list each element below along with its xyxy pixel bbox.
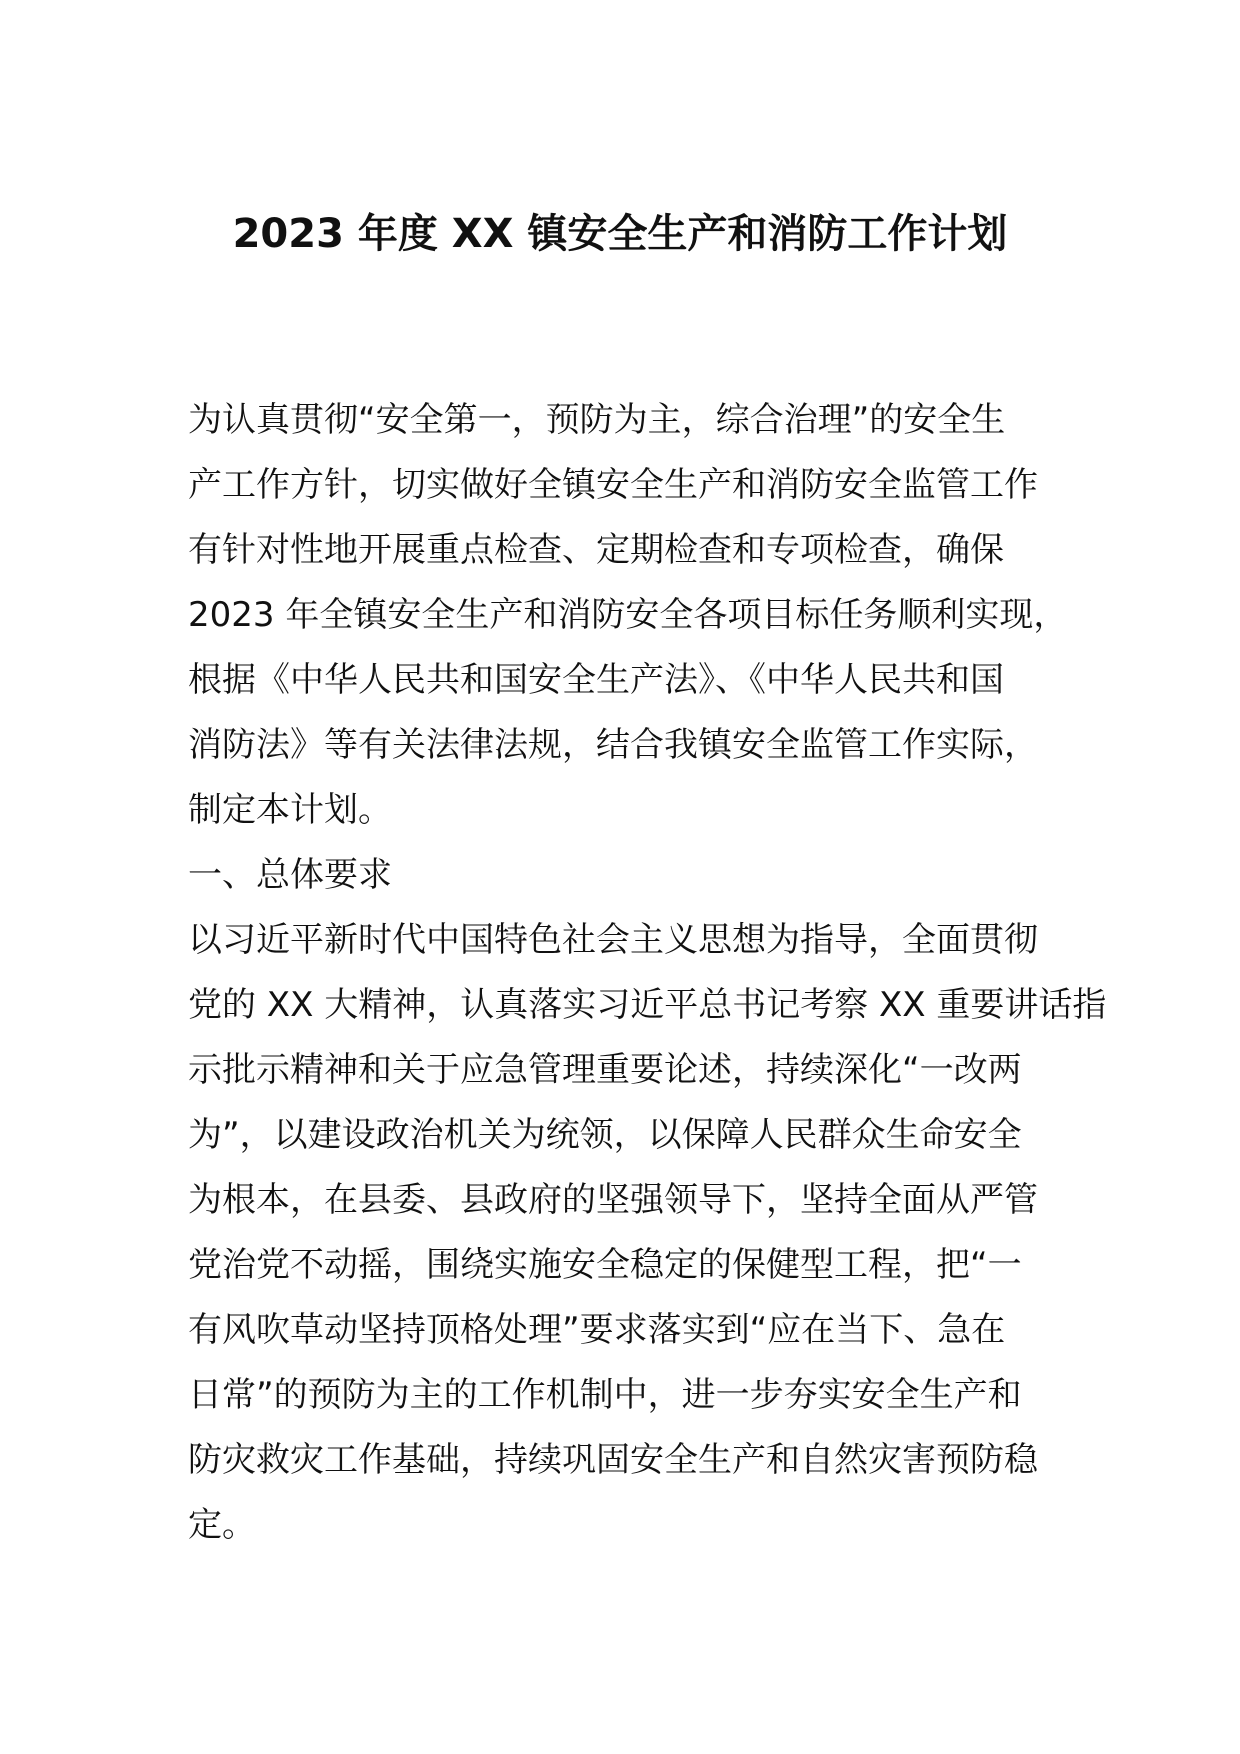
paragraph-line: 消防法》等有关法律法规，结合我镇安全监管工作实际， <box>188 725 1038 765</box>
paragraph-line: 以习近平新时代中国特色社会主义思想为指导，全面贯彻 <box>188 920 1038 960</box>
paragraph-line: 产工作方针，切实做好全镇安全生产和消防安全监管工作 <box>188 465 1038 505</box>
paragraph-line: 制定本计划。 <box>188 790 392 830</box>
paragraph-line: 有风吹草动坚持顶格处理”要求落实到“应在当下、急在 <box>188 1310 1006 1350</box>
paragraph-line: 2023 年全镇安全生产和消防安全各项目标任务顺利实现， <box>188 595 1068 635</box>
section-heading: 一、总体要求 <box>188 855 392 895</box>
paragraph-line: 为根本，在县委、县政府的坚强领导下，坚持全面从严管 <box>188 1180 1038 1220</box>
paragraph-line: 示批示精神和关于应急管理重要论述，持续深化“一改两 <box>188 1050 1022 1090</box>
paragraph-line: 党的 XX 大精神，认真落实习近平总书记考察 XX 重要讲话指 <box>188 985 1107 1025</box>
paragraph-line: 日常”的预防为主的工作机制中，进一步夯实安全生产和 <box>188 1375 1022 1415</box>
paragraph-line: 定。 <box>188 1505 256 1545</box>
paragraph-line: 防灾救灾工作基础，持续巩固安全生产和自然灾害预防稳 <box>188 1440 1038 1480</box>
document-title: 2023 年度 XX 镇安全生产和消防工作计划 <box>232 211 1008 257</box>
paragraph-line: 有针对性地开展重点检查、定期检查和专项检查，确保 <box>188 530 1004 570</box>
paragraph-line: 党治党不动摇，围绕实施安全稳定的保健型工程，把“一 <box>188 1245 1022 1285</box>
paragraph-line: 为”，以建设政治机关为统领，以保障人民群众生命安全 <box>188 1115 1022 1155</box>
paragraph-line: 根据《中华人民共和国安全生产法》、《中华人民共和国 <box>188 660 1004 700</box>
paragraph-line: 为认真贯彻“安全第一，预防为主，综合治理”的安全生 <box>188 400 1006 440</box>
document-body <box>188 388 1107 1558</box>
